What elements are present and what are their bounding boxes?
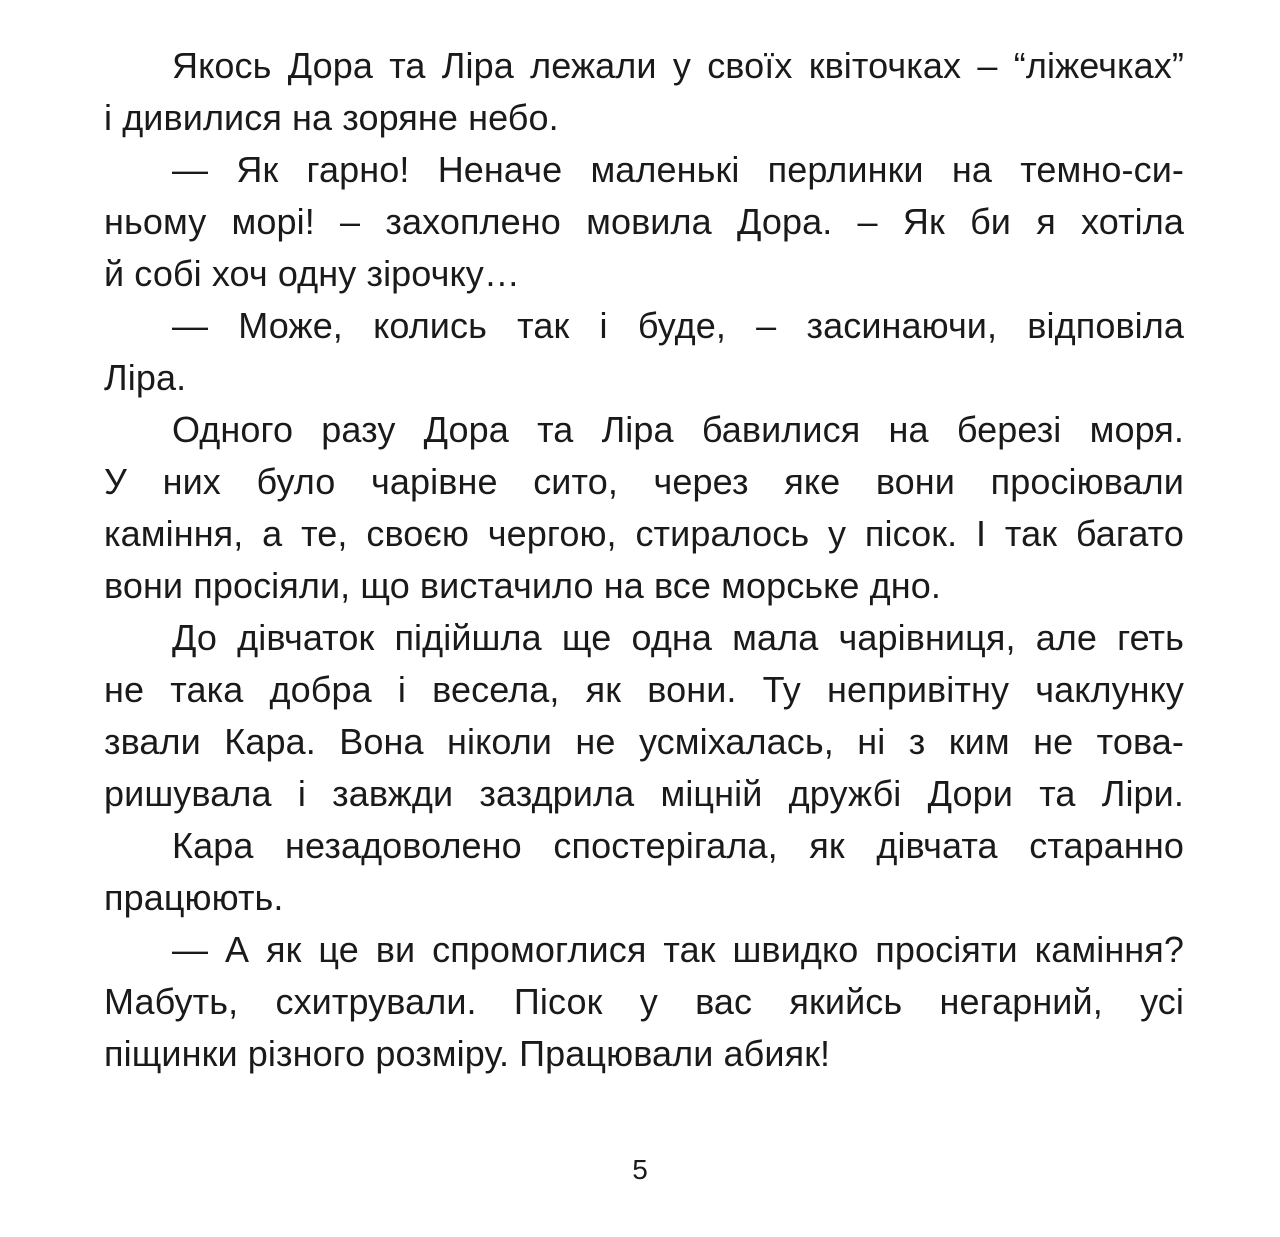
text-line: й собі хоч одну зірочку… (104, 253, 520, 294)
text-line: піщинки різного розміру. Працювали абияк! (104, 1033, 831, 1074)
text-line: звали Кара. Вона ніколи не усміхалась, ні з ким не това- (104, 721, 1184, 762)
text-line: У них було чарівне сито, через яке вони просіювали (104, 461, 1184, 502)
text-line: не така добра і весела, як вони. Ту непривітну чаклунку (104, 669, 1184, 710)
story-text (104, 40, 1184, 1080)
text-line: До дівчаток підійшла ще одна мала чарівниця, але геть (172, 617, 1184, 658)
text-line: і дивилися на зоряне небо. (104, 97, 559, 138)
text-line: — А як це ви спромоглися так швидко просіяти каміння? (172, 929, 1184, 970)
page-number: 5 (632, 1154, 648, 1185)
text-line: ньому морі! – захоплено мовила Дора. – Як би я хотіла (104, 201, 1184, 242)
text-line: Ліра. (104, 357, 187, 398)
text-line: — Як гарно! Неначе маленькі перлинки на темно-си- (172, 149, 1184, 190)
text-line: Одного разу Дора та Ліра бавилися на березі моря. (172, 409, 1184, 450)
text-line: Мабуть, схитрували. Пісок у вас якийсь негарний, усі (104, 981, 1184, 1022)
text-line: каміння, а те, своєю чергою, стиралось у пісок. І так багато (104, 513, 1184, 554)
text-line: — Може, колись так і буде, – засинаючи, відповіла (172, 305, 1184, 346)
text-line: Якось Дора та Ліра лежали у своїх квіточках – “ліжечках” (172, 45, 1184, 86)
text-line: працюють. (104, 877, 284, 918)
text-line: ришувала і завжди заздрила міцній дружбі Дори та Ліри. (104, 773, 1184, 814)
text-line: Кара незадоволено спостерігала, як дівчата старанно (172, 825, 1184, 866)
text-line: вони просіяли, що вистачило на все морське дно. (104, 565, 941, 606)
